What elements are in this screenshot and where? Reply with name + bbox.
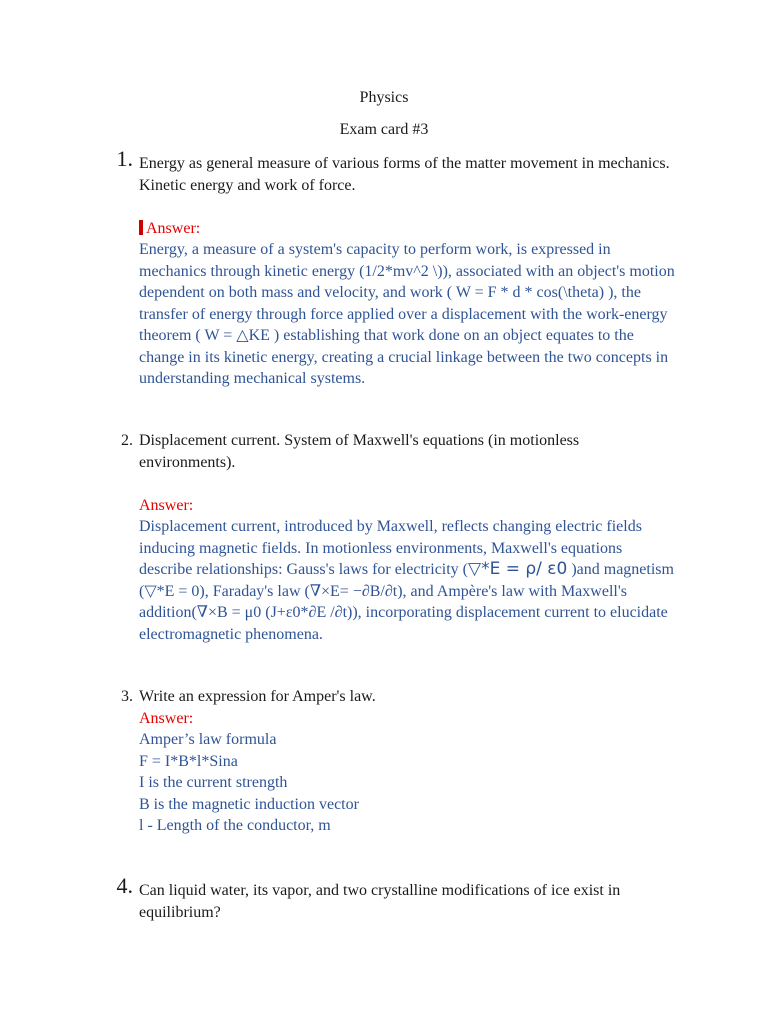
answer-label: Answer:	[146, 219, 201, 237]
answer-part: )and magnetism (▽*E = 0), Faraday's law (∇×E= −∂B/∂t), and Ampère's law with Maxwell's addition(∇×B = μ0 (J+ε0*∂E /∂t)), incorporating displacement current to elucidate electromagnetic phenomena.	[139, 561, 674, 643]
question-number: 4.	[116, 873, 133, 898]
question-text: Displacement current. System of Maxwell's equations (in motionless environments).	[139, 432, 580, 471]
answer-line: Amper’s law formula	[139, 731, 277, 748]
answer-label: Answer:	[139, 496, 194, 514]
question-2	[121, 430, 679, 645]
bookmark-marker-icon	[139, 220, 143, 235]
subject-title: Physics	[359, 89, 409, 106]
answer-text: Energy, a measure of a system's capacity to perform work, is expressed in mechanics through kinetic energy (1/2*mv^2 \)), associated with an object's motion dependent on both mass and velocity, and work ( W = F * d * cos(\theta) ), the transfer of energy through force applied over a displacement with the work-energy theorem ( W = △KE ) establishing that work done on an object equates to the change in its kinetic energy, creating a crucial linkage between the two concepts in understanding mechanical systems.	[139, 241, 675, 387]
question-1	[116, 146, 679, 390]
exam-card-title: Exam card #3	[339, 121, 429, 138]
question-text: Can liquid water, its vapor, and two crystalline modifications of ice exist in equilibrium?	[139, 882, 621, 921]
answer-line: B is the magnetic induction vector	[139, 795, 359, 813]
answer-line: I is the current strength	[139, 774, 288, 791]
answer-label: Answer:	[139, 709, 194, 727]
answer-part: Displacement current, introduced by Maxwell, reflects changing electric fields inducing magnetic fields. In motionless environments, Maxwell's equations describe relationships: Gauss's laws for electricity (	[139, 518, 642, 578]
question-text: Energy as general measure of various forms of the matter movement in mechanics. Kinetic energy and work of force.	[139, 155, 670, 194]
answer-text	[139, 516, 679, 645]
answer-heading	[139, 218, 679, 240]
question-number: 2.	[121, 432, 133, 449]
question-text: Write an expression for Amper's law.	[139, 688, 376, 705]
answer-line: F = I*B*l*Sina	[139, 752, 238, 770]
question-number: 3.	[121, 688, 133, 705]
question-4	[116, 873, 679, 923]
question-number: 1.	[116, 146, 133, 171]
question-3	[121, 686, 679, 837]
answer-line: l - Length of the conductor, m	[139, 817, 331, 834]
gauss-formula: ▽*E = ρ/ ε0	[468, 559, 568, 579]
